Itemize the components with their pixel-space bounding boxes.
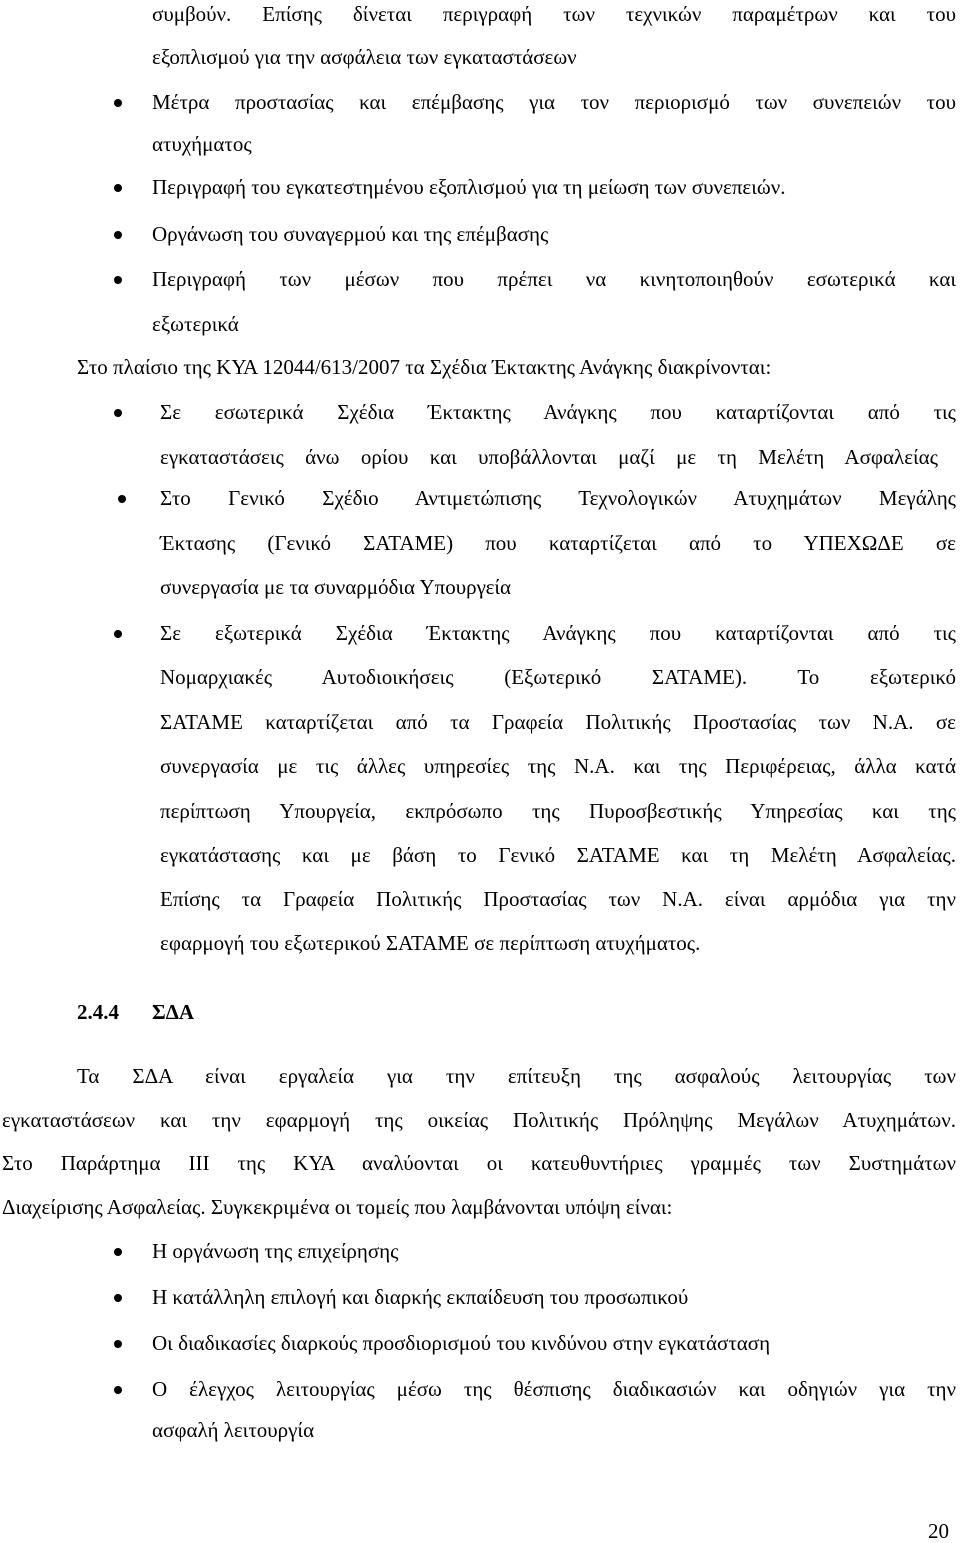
plan-line: Έκτασης (Γενικό ΣΑΤΑΜΕ) που καταρτίζεται από το ΥΠΕΧΩΔΕ σε bbox=[160, 531, 956, 555]
list-item: Οργάνωση του συναγερμού και της επέμβασης bbox=[152, 222, 549, 246]
list-item-continuation: εξωτερικά bbox=[152, 312, 239, 336]
plan-line: ΣΑΤΑΜΕ καταρτίζεται από τα Γραφεία Πολιτικής Προστασίας των Ν.Α. σε bbox=[160, 710, 956, 734]
kya-intro: Στο πλαίσιο της ΚΥΑ 12044/613/2007 τα Σχέδια Έκτακτης Ανάγκης διακρίνονται: bbox=[77, 355, 772, 379]
continuation-line-1: συμβούν. Επίσης δίνεται περιγραφή των τεχνικών παραμέτρων και του bbox=[152, 2, 956, 26]
section-number: 2.4.4 bbox=[77, 1000, 119, 1024]
list-item: Η οργάνωση της επιχείρησης bbox=[152, 1239, 399, 1263]
bullet-icon bbox=[114, 1294, 122, 1302]
paragraph-line: Διαχείρισης Ασφαλείας. Συγκεκριμένα οι τομείς που λαμβάνονται υπόψη είναι: bbox=[2, 1195, 673, 1219]
continuation-line-2: εξοπλισμού για την ασφάλεια των εγκαταστάσεων bbox=[152, 45, 577, 69]
bullet-icon bbox=[114, 630, 122, 638]
plan-line: Επίσης τα Γραφεία Πολιτικής Προστασίας των Ν.Α. είναι αρμόδια για την bbox=[160, 887, 956, 911]
bullet-icon bbox=[114, 1248, 122, 1256]
list-item: Ο έλεγχος λειτουργίας μέσω της θέσπισης διαδικασιών και οδηγιών για την bbox=[152, 1377, 956, 1401]
plan-line: εγκατάστασης και με βάση το Γενικό ΣΑΤΑΜΕ και τη Μελέτη Ασφαλείας. bbox=[160, 843, 956, 867]
list-item: Περιγραφή του εγκατεστημένου εξοπλισμού για τη μείωση των συνεπειών. bbox=[152, 175, 786, 199]
plan-line: Νομαρχιακές Αυτοδιοικήσεις (Εξωτερικό ΣΑΤΑΜΕ). Το εξωτερικό bbox=[160, 665, 956, 689]
bullet-icon bbox=[114, 1340, 122, 1348]
bullet-icon bbox=[114, 184, 122, 192]
bullet-icon bbox=[114, 231, 122, 239]
bullet-icon bbox=[114, 276, 122, 284]
plan-line: συνεργασία με τα συναρμόδια Υπουργεία bbox=[160, 575, 512, 599]
page-number: 20 bbox=[928, 1519, 949, 1543]
plan-line: εγκαταστάσεις άνω ορίου και υποβάλλονται μαζί με τη Μελέτη Ασφαλείας bbox=[160, 445, 938, 469]
paragraph-line: εγκαταστάσεων και την εφαρμογή της οικείας Πολιτικής Πρόληψης Μεγάλων Ατυχημάτων. bbox=[2, 1108, 956, 1132]
plan-line: Σε εσωτερικά Σχέδια Έκτακτης Ανάγκης που καταρτίζονται από τις bbox=[160, 400, 956, 424]
list-item: Οι διαδικασίες διαρκούς προσδιορισμού του κινδύνου στην εγκατάσταση bbox=[152, 1331, 771, 1355]
plan-line: περίπτωση Υπουργεία, εκπρόσωπο της Πυροσβεστικής Υπηρεσίας και της bbox=[160, 799, 956, 823]
list-item: Περιγραφή των μέσων που πρέπει να κινητοποιηθούν εσωτερικά και bbox=[152, 267, 956, 291]
bullet-icon bbox=[114, 1386, 122, 1394]
paragraph-line: Στο Παράρτημα ΙΙΙ της ΚΥΑ αναλύονται οι κατευθυντήριες γραμμές των Συστημάτων bbox=[2, 1151, 956, 1175]
paragraph-line: Τα ΣΔΑ είναι εργαλεία για την επίτευξη της ασφαλούς λειτουργίας των bbox=[77, 1064, 956, 1088]
list-item-continuation: ατυχήματος bbox=[152, 132, 252, 156]
plan-line: Σε εξωτερικά Σχέδια Έκτακτης Ανάγκης που καταρτίζονται από τις bbox=[160, 621, 956, 645]
plan-line: συνεργασία με τις άλλες υπηρεσίες της Ν.Α. και της Περιφέρειας, άλλα κατά bbox=[160, 754, 956, 778]
bullet-icon bbox=[114, 409, 122, 417]
plan-line: εφαρμογή του εξωτερικού ΣΑΤΑΜΕ σε περίπτωση ατυχήματος. bbox=[160, 931, 701, 955]
list-item: Η κατάλληλη επιλογή και διαρκής εκπαίδευση του προσωπικού bbox=[152, 1285, 689, 1309]
bullet-icon bbox=[114, 99, 122, 107]
bullet-icon bbox=[118, 495, 126, 503]
section-title: ΣΔΑ bbox=[152, 1000, 195, 1024]
list-item-continuation: ασφαλή λειτουργία bbox=[152, 1418, 315, 1442]
list-item: Μέτρα προστασίας και επέμβασης για τον περιορισμό των συνεπειών του bbox=[152, 90, 956, 114]
plan-line: Στο Γενικό Σχέδιο Αντιμετώπισης Τεχνολογικών Ατυχημάτων Μεγάλης bbox=[160, 486, 956, 510]
